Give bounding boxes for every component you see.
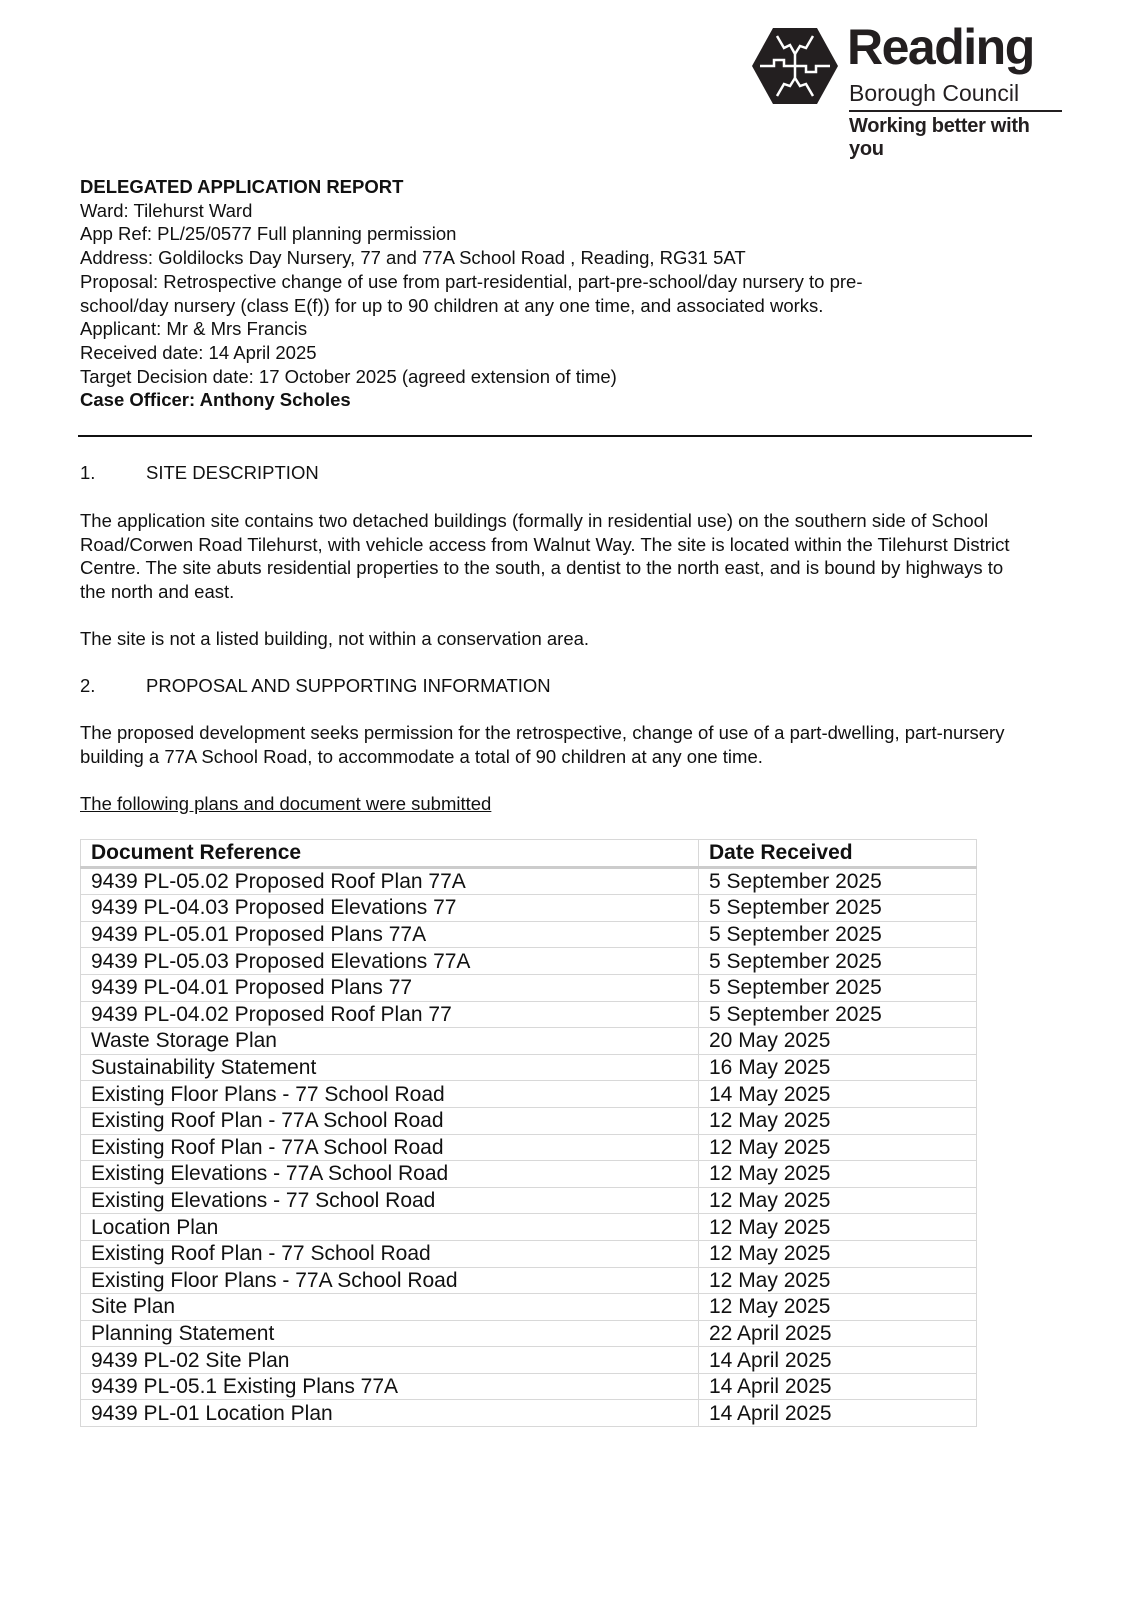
table-row xyxy=(81,1347,977,1374)
date-received: 12 May 2025 xyxy=(699,1267,977,1294)
document-reference: Waste Storage Plan xyxy=(81,1028,699,1055)
date-received: 14 April 2025 xyxy=(699,1400,977,1427)
council-emblem-icon xyxy=(752,28,838,104)
table-row xyxy=(81,1081,977,1108)
address: Address: Goldilocks Day Nursery, 77 and 77A School Road , Reading, RG31 5AT xyxy=(80,247,746,269)
table-row xyxy=(81,974,977,1001)
section-number: 1. xyxy=(80,462,96,483)
table-row xyxy=(81,1294,977,1321)
date-received: 5 September 2025 xyxy=(699,895,977,922)
header-divider xyxy=(78,435,1032,437)
document-reference: 9439 PL-01 Location Plan xyxy=(81,1400,699,1427)
app-ref: App Ref: PL/25/0577 Full planning permission xyxy=(80,223,457,245)
document-reference: Existing Roof Plan - 77A School Road xyxy=(81,1134,699,1161)
applicant: Applicant: Mr & Mrs Francis xyxy=(80,318,308,340)
document-reference: Existing Roof Plan - 77A School Road xyxy=(81,1107,699,1134)
document-reference: 9439 PL-04.02 Proposed Roof Plan 77 xyxy=(81,1001,699,1028)
document-reference: Existing Elevations - 77A School Road xyxy=(81,1161,699,1188)
date-received: 12 May 2025 xyxy=(699,1187,977,1214)
logo-name: Reading xyxy=(847,19,1034,75)
document-reference: 9439 PL-05.03 Proposed Elevations 77A xyxy=(81,948,699,975)
date-received: 12 May 2025 xyxy=(699,1107,977,1134)
report-title: DELEGATED APPLICATION REPORT xyxy=(80,176,404,197)
date-received: 5 September 2025 xyxy=(699,867,977,895)
target-date: Target Decision date: 17 October 2025 (agreed extension of time) xyxy=(80,365,617,387)
date-received: 5 September 2025 xyxy=(699,974,977,1001)
date-received: 14 May 2025 xyxy=(699,1081,977,1108)
document-reference: 9439 PL-02 Site Plan xyxy=(81,1347,699,1374)
table-row xyxy=(81,1161,977,1188)
date-received: 20 May 2025 xyxy=(699,1028,977,1055)
logo-subtitle: Borough Council xyxy=(849,80,1020,106)
date-received: 5 September 2025 xyxy=(699,921,977,948)
document-reference: 9439 PL-05.01 Proposed Plans 77A xyxy=(81,921,699,948)
table-row xyxy=(81,1267,977,1294)
section-1-heading xyxy=(80,461,1010,485)
proposal-paragraph: The proposed development seeks permission for the retrospective, change of use of a part-dwelling, part-nursery building a 77A School Road, to accommodate a total of 90 children at any one time. xyxy=(80,722,1005,767)
date-received: 12 May 2025 xyxy=(699,1161,977,1188)
plans-intro: The following plans and document were submitted xyxy=(80,793,492,814)
column-header: Document Reference xyxy=(81,840,699,868)
date-received: 14 April 2025 xyxy=(699,1373,977,1400)
date-received: 16 May 2025 xyxy=(699,1054,977,1081)
table-row xyxy=(81,1400,977,1427)
date-received: 22 April 2025 xyxy=(699,1320,977,1347)
document-reference: Site Plan xyxy=(81,1294,699,1321)
date-received: 12 May 2025 xyxy=(699,1134,977,1161)
document-reference: Existing Floor Plans - 77A School Road xyxy=(81,1267,699,1294)
date-received: 12 May 2025 xyxy=(699,1214,977,1241)
document-reference: 9439 PL-04.01 Proposed Plans 77 xyxy=(81,974,699,1001)
date-received: 14 April 2025 xyxy=(699,1347,977,1374)
ward: Ward: Tilehurst Ward xyxy=(80,199,253,221)
date-received: 12 May 2025 xyxy=(699,1294,977,1321)
table-row xyxy=(81,1001,977,1028)
document-reference: 9439 PL-05.02 Proposed Roof Plan 77A xyxy=(81,867,699,895)
table-row xyxy=(81,948,977,975)
document-reference: 9439 PL-05.1 Existing Plans 77A xyxy=(81,1373,699,1400)
document-reference: Existing Roof Plan - 77 School Road xyxy=(81,1240,699,1267)
section-2-heading xyxy=(80,674,1010,698)
proposal-line-1: Proposal: Retrospective change of use from part-residential, part-pre-school/day nursery to pre- xyxy=(80,270,863,292)
table-header-row xyxy=(81,840,977,868)
table-row xyxy=(81,895,977,922)
document-reference: 9439 PL-04.03 Proposed Elevations 77 xyxy=(81,895,699,922)
table-row xyxy=(81,1107,977,1134)
date-received: 12 May 2025 xyxy=(699,1240,977,1267)
section-heading: SITE DESCRIPTION xyxy=(146,462,319,483)
table-row xyxy=(81,921,977,948)
table-row xyxy=(81,1240,977,1267)
table-row xyxy=(81,1320,977,1347)
table-row xyxy=(81,1054,977,1081)
document-reference: Existing Floor Plans - 77 School Road xyxy=(81,1081,699,1108)
table-row xyxy=(81,1373,977,1400)
section-heading: PROPOSAL AND SUPPORTING INFORMATION xyxy=(146,675,551,696)
table-row xyxy=(81,1214,977,1241)
date-received: 5 September 2025 xyxy=(699,948,977,975)
site-description-paragraph: The application site contains two detached buildings (formally in residential use) on the southern side of School Road/Corwen Road Tilehurst, with vehicle access from Walnut Way. The site is located within the Tilehurst District Centre. The site abuts residential properties to the south, a dentist to the north east, and is bound by highways to the north and east. xyxy=(80,510,1010,602)
listed-building-paragraph: The site is not a listed building, not within a conservation area. xyxy=(80,628,590,649)
logo-tagline: Working better with you xyxy=(849,115,1030,160)
date-received: 5 September 2025 xyxy=(699,1001,977,1028)
document-reference: Location Plan xyxy=(81,1214,699,1241)
proposal-line-2: school/day nursery (class E(f)) for up to 90 children at any one time, and associated works. xyxy=(80,294,824,316)
document-reference: Sustainability Statement xyxy=(81,1054,699,1081)
column-header: Date Received xyxy=(699,840,977,868)
table-row xyxy=(81,1187,977,1214)
section-number: 2. xyxy=(80,675,96,696)
council-logo xyxy=(752,19,1067,160)
received-date: Received date: 14 April 2025 xyxy=(80,341,317,363)
document-reference: Existing Elevations - 77 School Road xyxy=(81,1187,699,1214)
report-header xyxy=(80,175,980,412)
logo-divider xyxy=(849,110,1062,112)
case-officer: Case Officer: Anthony Scholes xyxy=(80,389,351,411)
table-row xyxy=(81,1028,977,1055)
table-row xyxy=(81,1134,977,1161)
submitted-documents-table xyxy=(80,839,977,1427)
table-row xyxy=(81,867,977,895)
document-reference: Planning Statement xyxy=(81,1320,699,1347)
